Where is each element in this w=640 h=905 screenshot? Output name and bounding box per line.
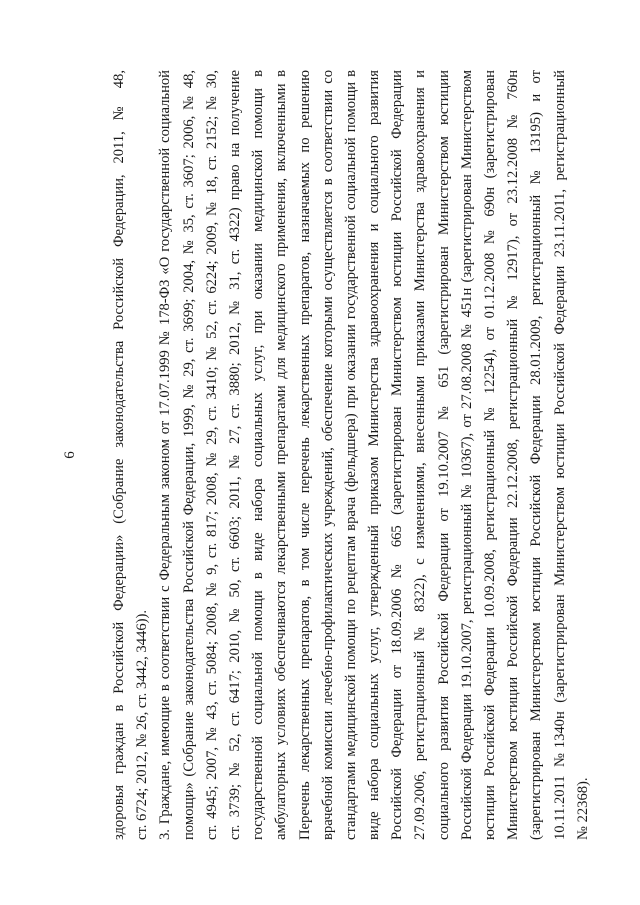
text-line: (зарегистрирован Министерством юстиции Российской Федерации 28.01.2009, регистрационный № 13195) и от: [528, 70, 545, 840]
text-line: юстиции Российской Федерации 10.09.2008, регистрационный № 12254), от 01.12.2008 № 690н (зарегистрирован: [482, 70, 498, 840]
page-number: 6: [62, 451, 78, 459]
body-text: [108, 70, 595, 840]
text-line: врачебной комиссии лечебно-профилактических учреждений, обеспечение которыми осуществляется в соответствии со: [319, 70, 336, 840]
text-line: амбулаторных условиях обеспечиваются лекарственными препаратами для медицинского применения, включенными в: [273, 70, 290, 840]
text-line: здоровья граждан в Российской Федерации» (Собрание законодательства Российской Федерации, 2011, № 48,: [111, 70, 127, 840]
text-line: государственной социальной помощи в виде набора социальных услуг, при оказании медицинской помощи в: [250, 70, 267, 840]
text-line: помощи» (Собрание законодательства Российской Федерации, 1999, № 29, ст. 3699; 2004, № 35, ст. 3607; 2006, № 48,: [180, 70, 197, 840]
text-line: Российской Федерации 19.10.2007, регистрационный № 10367), от 27.08.2008 № 451н (зарегистрирован Министерством: [458, 70, 475, 840]
text-line: ст. 4945; 2007, № 43, ст. 5084; 2008, № 9, ст. 817; 2008, № 29, ст. 3410; № 52, ст. 6224; 2009, № 18, ст. 2152; № 30,: [203, 70, 220, 840]
text-line: ст. 6724; 2012, № 26, ст. 3442, 3446)).: [134, 610, 151, 840]
text-line: социального развития Российской Федерации от 19.10.2007 № 651 (зарегистрирован Министерством юстиции: [435, 70, 452, 840]
text-line: Российской Федерации от 18.09.2006 № 665 (зарегистрирован Министерством юстиции Российской Федерации: [389, 70, 406, 840]
text-line: № 22368).: [574, 777, 591, 840]
text-line: 10.11.2011 №1340н (зарегистрирован Министерством юстиции Российской Федерации 23.11.2011, регистрационный: [551, 70, 568, 840]
text-line: виде набора социальных услуг, утвержденный приказом Министерства здравоохранения и социального развития: [366, 70, 383, 840]
text-line: 3. Граждане, имеющие в соответствии с Федеральным законом от 17.07.1999 № 178-ФЗ «О государственной социальной: [157, 70, 174, 840]
text-line: ст. 3739; № 52, ст. 6417; 2010, № 50, ст. 6603; 2011, № 27, ст. 3880; 2012, № 31, ст. 4322) право на получение: [226, 70, 243, 840]
text-line: стандартами медицинской помощи по рецептам врача (фельдшера) при оказании государственной социальной помощи в: [342, 70, 359, 840]
rotated-content: [60, 70, 591, 840]
text-line: Министерством юстиции Российской Федерации 22.12.2008, регистрационный № 12917), от 23.12.2008 № 760н: [505, 70, 522, 840]
text-line: Перечень лекарственных препаратов, в том числе перечень лекарственных препаратов, назначаемых по решению: [296, 70, 313, 840]
text-line: 27.09.2006, регистрационный № 8322), с изменениями, внесенными приказами Министерства здравоохранения и: [412, 70, 429, 840]
